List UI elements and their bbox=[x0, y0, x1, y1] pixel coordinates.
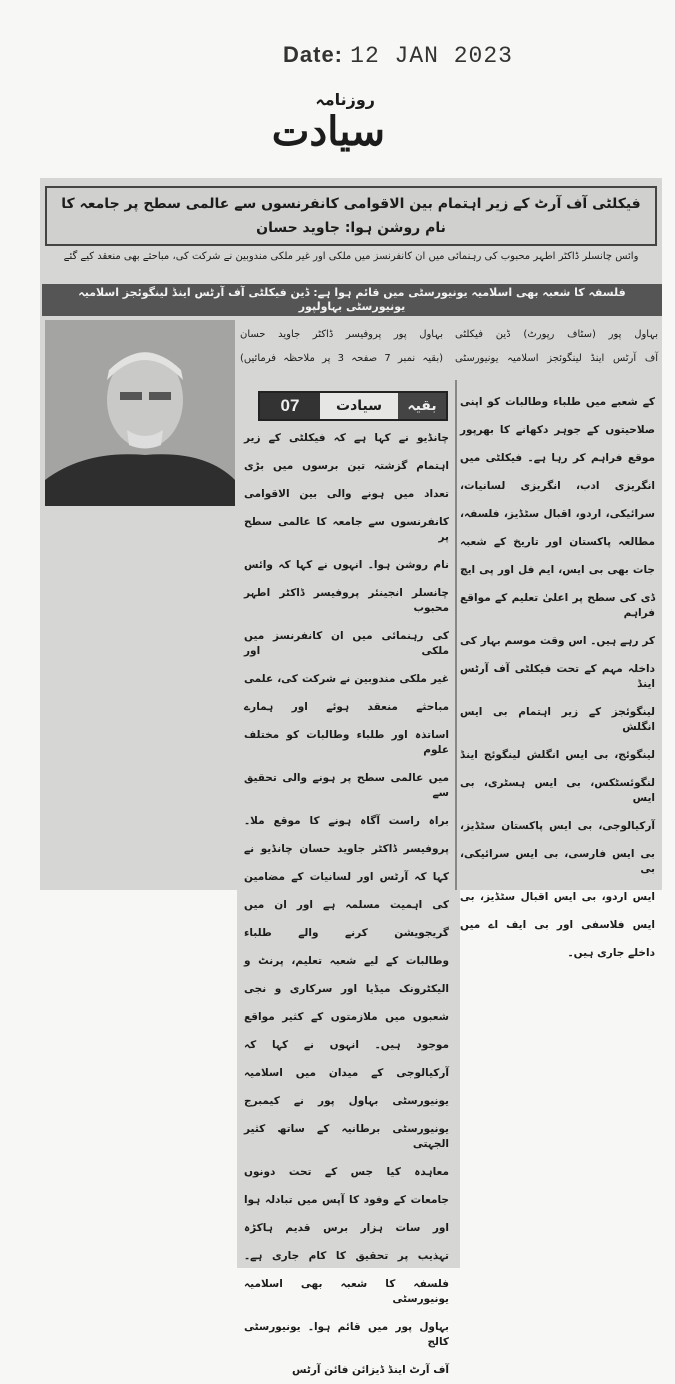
text-line: داخلے جاری ہیں۔ bbox=[567, 946, 655, 959]
masthead-name: سیادت bbox=[271, 108, 385, 155]
text-line: تہذیب پر تحقیق کا کام جاری ہے۔ bbox=[244, 1249, 449, 1262]
text-line: پروفیسر ڈاکٹر جاوید حسان چانڈیو نے bbox=[244, 842, 449, 855]
continuation-header bbox=[258, 391, 448, 421]
text-line: جات بھی بی ایس، ایم فل اور پی ایچ bbox=[460, 563, 655, 576]
text-line: فلسفہ کا شعبہ بھی اسلامیہ یونیورسٹی bbox=[244, 1277, 449, 1305]
intro-line: آف آرٹس اینڈ لینگوئجز اسلامیہ یونیورسٹی bbox=[455, 352, 658, 364]
text-line: یونیورسٹی بہاول پور نے کیمبرج bbox=[244, 1094, 449, 1107]
text-line: آف آرٹ اینڈ ڈیزائن فائن آرٹس bbox=[292, 1363, 449, 1376]
text-line: چانڈیو نے کہا ہے کہ فیکلٹی کے زیر bbox=[244, 431, 449, 444]
text-line: مطالعہ پاکستان اور تاریخ کے شعبہ bbox=[460, 535, 655, 548]
text-line: اساتذہ اور طلباء وطالبات کو مختلف علوم bbox=[244, 728, 449, 756]
text-line: موقع فراہم کر رہا ہے۔ فیکلٹی میں bbox=[460, 451, 655, 464]
text-line: سرائیکی، اردو، اقبال سٹڈیز، فلسفہ، bbox=[460, 507, 655, 520]
text-line: مباحثے منعقد ہوئے اور ہمارے bbox=[244, 700, 449, 713]
text-line: چانسلر انجینئر پروفیسر ڈاکٹر اطہر محبوب bbox=[244, 586, 449, 614]
text-line: لینگوئج، بی ایس انگلش لینگوئج اینڈ bbox=[460, 748, 655, 761]
text-line: بی ایس فارسی، بی ایس سرائیکی، بی bbox=[460, 847, 655, 875]
intro-line: بہاول پور پروفیسر ڈاکٹر جاوید حسان bbox=[240, 328, 443, 340]
headline: فیکلٹی آف آرٹ کے زیر اہتمام بین الاقوامی کانفرنسوں سے عالمی سطح پر جامعہ کا نام روشن ہوا: جاوید حسان bbox=[45, 186, 657, 246]
text-line: یونیورسٹی برطانیہ کے ساتھ کثیر الجہتی bbox=[244, 1122, 449, 1150]
text-line: تعداد میں ہونے والی بین الاقوامی bbox=[244, 487, 449, 500]
text-line: غیر ملکی مندوبین نے شرکت کی، علمی bbox=[244, 672, 449, 685]
text-line: آرکیالوجی کے میدان میں اسلامیہ bbox=[244, 1066, 449, 1079]
text-line: نام روشن ہوا۔ انہوں نے کہا کہ وائس bbox=[244, 558, 449, 571]
text-line: کانفرنسوں سے جامعہ کا عالمی سطح پر bbox=[244, 515, 449, 543]
intro-line: (بقیہ نمبر 7 صفحہ 3 پر ملاحظہ فرمائیں) bbox=[240, 352, 444, 364]
highlight-band-text: فلسفہ کا شعبہ بھی اسلامیہ یونیورسٹی میں قائم ہوا ہے: ڈین فیکلٹی آف آرٹس اینڈ لینگوئجز اسلامیہ یونیورسٹی بہاولپور bbox=[78, 286, 626, 313]
continuation-page: 07 bbox=[260, 393, 320, 419]
text-line: کر رہے ہیں۔ اس وقت موسم بہار کی bbox=[460, 634, 655, 647]
text-line: وطالبات کے لیے شعبہ تعلیم، پرنٹ و bbox=[244, 954, 449, 967]
text-line: براہ راست آگاہ ہونے کا موقع ملا۔ bbox=[244, 814, 449, 827]
text-line: داخلہ مہم کے تحت فیکلٹی آف آرٹس اینڈ bbox=[460, 662, 655, 690]
continuation-label: بقیہ bbox=[398, 393, 446, 419]
masthead-prefix: روزنامہ bbox=[315, 90, 375, 109]
text-line: کی اہمیت مسلمہ ہے اور ان میں bbox=[244, 898, 449, 911]
text-line: لینگوئجز کے زیر اہتمام بی ایس انگلش bbox=[460, 705, 655, 733]
text-line: میں عالمی سطح پر ہونے والی تحقیق سے bbox=[244, 771, 449, 799]
text-line: الیکٹرونک میڈیا اور سرکاری و نجی bbox=[244, 982, 449, 995]
text-line: آرکیالوجی، بی ایس پاکستان سٹڈیز، bbox=[460, 819, 655, 832]
article-column-right bbox=[460, 388, 655, 967]
date-stamp: 12 JAN 2023 bbox=[350, 43, 513, 69]
intro-line: بہاول پور (سٹاف رپورٹ) ڈین فیکلٹی bbox=[455, 328, 658, 340]
clipping-date bbox=[283, 42, 513, 69]
text-line: موجود ہیں۔ انہوں نے کہا کہ bbox=[244, 1038, 449, 1051]
text-line: ایس اردو، بی ایس اقبال سٹڈیز، بی bbox=[460, 890, 655, 903]
text-line: شعبوں میں ملازمتوں کے کثیر مواقع bbox=[244, 1010, 449, 1023]
newspaper-masthead bbox=[255, 90, 395, 165]
text-line: گریجویشن کرنے والے طلباء bbox=[244, 926, 449, 939]
continuation-paper: سیادت bbox=[320, 393, 398, 419]
text-line: انگریزی ادب، انگریزی لسانیات، bbox=[460, 479, 655, 492]
text-line: معاہدہ کیا جس کے تحت دونوں bbox=[244, 1165, 449, 1178]
portrait-image bbox=[45, 320, 235, 506]
text-line: کے شعبے میں طلباء وطالبات کو اپنی bbox=[460, 395, 655, 408]
date-label: Date: bbox=[283, 42, 344, 67]
column-divider bbox=[455, 380, 457, 890]
text-line: کہا کہ آرٹس اور لسانیات کے مضامین bbox=[244, 870, 449, 883]
highlight-band bbox=[42, 284, 662, 316]
text-line: اہتمام گزشتہ تین برسوں میں بڑی bbox=[244, 459, 449, 472]
article-column-middle bbox=[244, 424, 449, 1384]
text-line: جامعات کے وفود کا آپس میں تبادلہ ہوا bbox=[244, 1193, 449, 1206]
text-line: صلاحیتوں کے جوہر دکھانے کا بھرپور bbox=[460, 423, 655, 436]
subheadline: وائس چانسلر ڈاکٹر اطہر محبوب کی رہنمائی میں ان کانفرنسز میں ملکی اور غیر ملکی مندوبین نے شرکت کی، مباحثے بھی منعقد کیے گئے bbox=[63, 251, 639, 262]
text-line: لنگوئسٹکس، بی ایس ہسٹری، بی ایس bbox=[460, 776, 655, 804]
text-line: اور سات ہزار برس قدیم ہاکڑہ bbox=[244, 1221, 449, 1234]
text-line: بہاول پور میں قائم ہوا۔ یونیورسٹی کالج bbox=[244, 1320, 449, 1348]
intro-left bbox=[240, 322, 443, 370]
article-intro bbox=[240, 322, 658, 370]
text-line: ایس فلاسفی اور بی ایف اے میں bbox=[460, 918, 655, 931]
intro-right bbox=[455, 322, 658, 370]
text-line: ڈی کی سطح پر اعلیٰ تعلیم کے مواقع فراہم bbox=[460, 591, 655, 619]
portrait-photo bbox=[45, 320, 235, 506]
text-line: کی رہنمائی میں ان کانفرنسز میں ملکی اور bbox=[244, 629, 449, 657]
